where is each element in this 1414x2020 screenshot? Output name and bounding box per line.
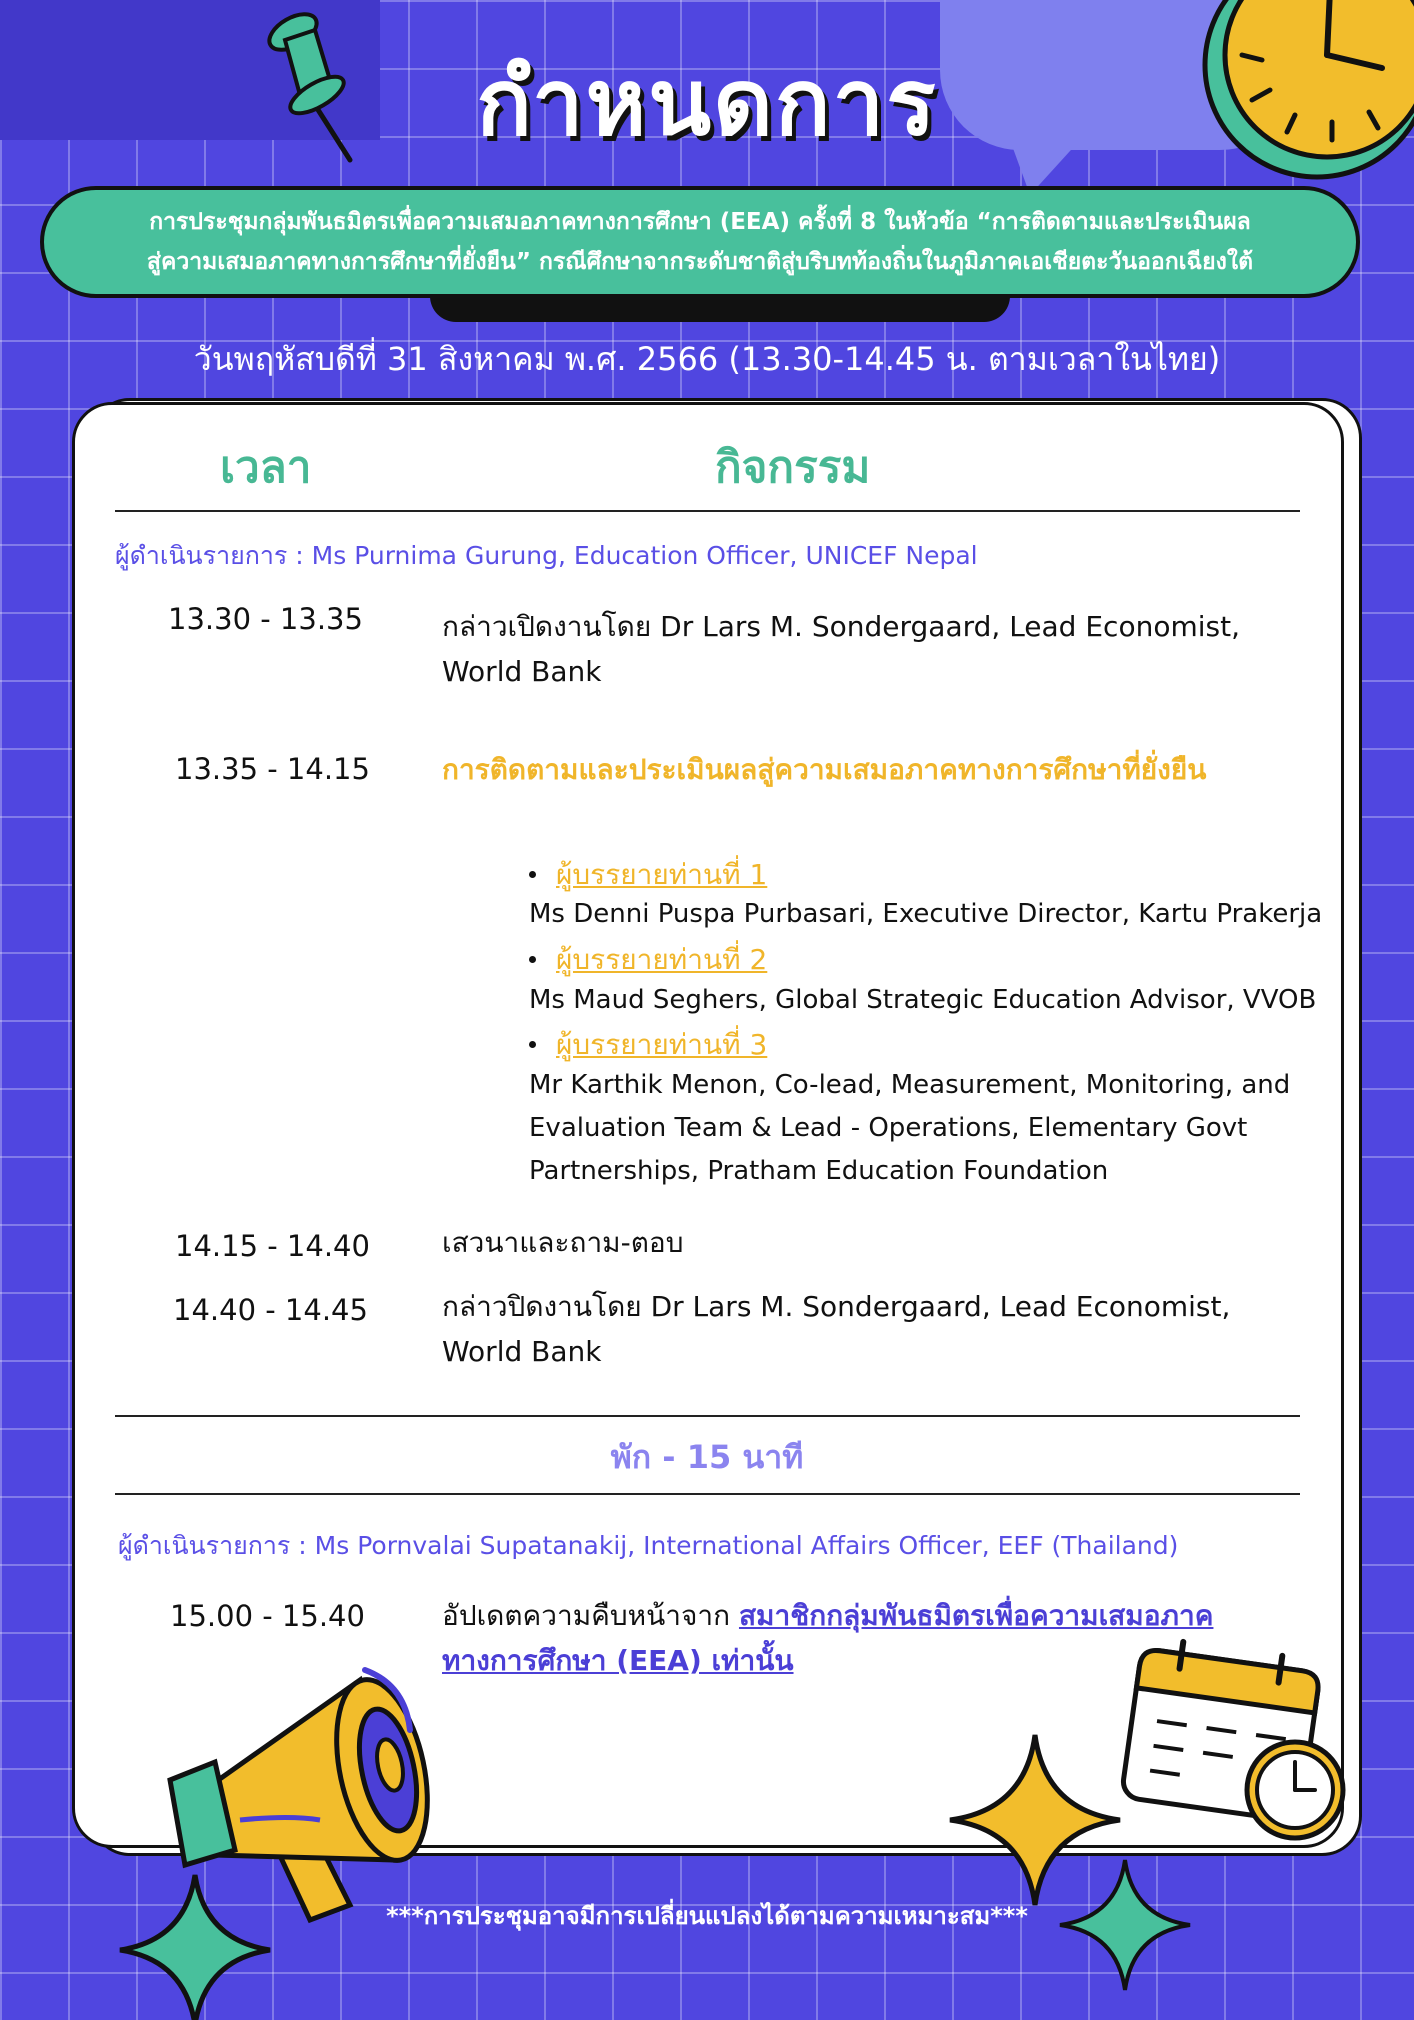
footer-note: ***การประชุมอาจมีการเปลี่ยนแปลงได้ตามความเหมาะสม*** bbox=[386, 1902, 1028, 1930]
column-header-time: เวลา bbox=[220, 442, 312, 493]
agenda-time: 13.35 - 14.15 bbox=[175, 752, 370, 786]
agenda-activity: กล่าวเปิดงานโดย Dr Lars M. Sondergaard, Lead Economist, World Bank bbox=[442, 610, 1240, 688]
moderator-2: ผู้ดำเนินรายการ : Ms Pornvalai Supatanakij, International Affairs Officer, EEF (Thailand) bbox=[118, 1531, 1179, 1560]
break-label: พัก - 15 นาที bbox=[610, 1438, 804, 1476]
speaker-name-1: Ms Denni Puspa Purbasari, Executive Director, Kartu Prakerja bbox=[529, 899, 1323, 929]
speaker-label-1[interactable]: ผู้บรรยายท่านที่ 1 bbox=[556, 858, 768, 891]
agenda-activity-highlight: การติดตามและประเมินผลสู่ความเสมอภาคทางการศึกษาที่ยั่งยืน bbox=[442, 753, 1207, 786]
agenda-time: 13.30 - 13.35 bbox=[168, 602, 363, 636]
calendar-clock-icon bbox=[1110, 1630, 1350, 1850]
sparkle-star-icon bbox=[115, 1870, 275, 2020]
divider bbox=[115, 1415, 1300, 1417]
speaker-label-2[interactable]: ผู้บรรยายท่านที่ 2 bbox=[556, 943, 768, 976]
divider bbox=[115, 510, 1300, 512]
speaker-name-3: Mr Karthik Menon, Co-lead, Measurement, Monitoring, and Evaluation Team & Lead - Operations, Elementary Govt Partnerships, Pratham Education Foundation bbox=[529, 1070, 1291, 1186]
event-date: วันพฤหัสบดีที่ 31 สิงหาคม พ.ศ. 2566 (13.30-14.45 น. ตามเวลาในไทย) bbox=[193, 340, 1221, 378]
agenda-activity: อัปเดตความคืบหน้าจาก สมาชิกกลุ่มพันธมิตรเพื่อความเสมอภาค ทางการศึกษา (EEA) เท่านั้น bbox=[442, 1599, 1214, 1677]
moderator-1: ผู้ดำเนินรายการ : Ms Purnima Gurung, Education Officer, UNICEF Nepal bbox=[115, 541, 978, 570]
column-header-activity: กิจกรรม bbox=[715, 442, 871, 493]
agenda-activity: กล่าวปิดงานโดย Dr Lars M. Sondergaard, Lead Economist, World Bank bbox=[442, 1290, 1231, 1368]
banner-line-2: สู่ความเสมอภาคทางการศึกษาที่ยั่งยืน” กรณีศึกษาจากระดับชาติสู่บริบทท้องถิ่นในภูมิภาคเอเชียตะวันออกเฉียงใต้ bbox=[146, 249, 1254, 275]
bullet-icon bbox=[529, 871, 536, 878]
agenda-time: 14.15 - 14.40 bbox=[175, 1229, 370, 1263]
speaker-name-2: Ms Maud Seghers, Global Strategic Education Advisor, VVOB bbox=[529, 985, 1317, 1015]
speaker-label-3[interactable]: ผู้บรรยายท่านที่ 3 bbox=[556, 1028, 768, 1061]
topic-banner bbox=[40, 186, 1360, 298]
eea-members-link[interactable]: สมาชิกกลุ่มพันธมิตรเพื่อความเสมอภาค bbox=[738, 1599, 1214, 1632]
agenda-time: 15.00 - 15.40 bbox=[170, 1599, 365, 1633]
banner-line-1: การประชุมกลุ่มพันธมิตรเพื่อความเสมอภาคทางการศึกษา (EEA) ครั้งที่ 8 ในหัวข้อ “การติดตามและประเมินผล bbox=[149, 209, 1251, 235]
page-title: กำหนดการ bbox=[476, 49, 938, 156]
agenda-time: 14.40 - 14.45 bbox=[173, 1293, 368, 1327]
divider bbox=[115, 1493, 1300, 1495]
agenda-activity: เสวนาและถาม-ตอบ bbox=[442, 1226, 684, 1259]
eea-members-link-2[interactable]: ทางการศึกษา (EEA) เท่านั้น bbox=[442, 1644, 794, 1677]
bullet-icon bbox=[529, 1041, 536, 1048]
bullet-icon bbox=[529, 956, 536, 963]
